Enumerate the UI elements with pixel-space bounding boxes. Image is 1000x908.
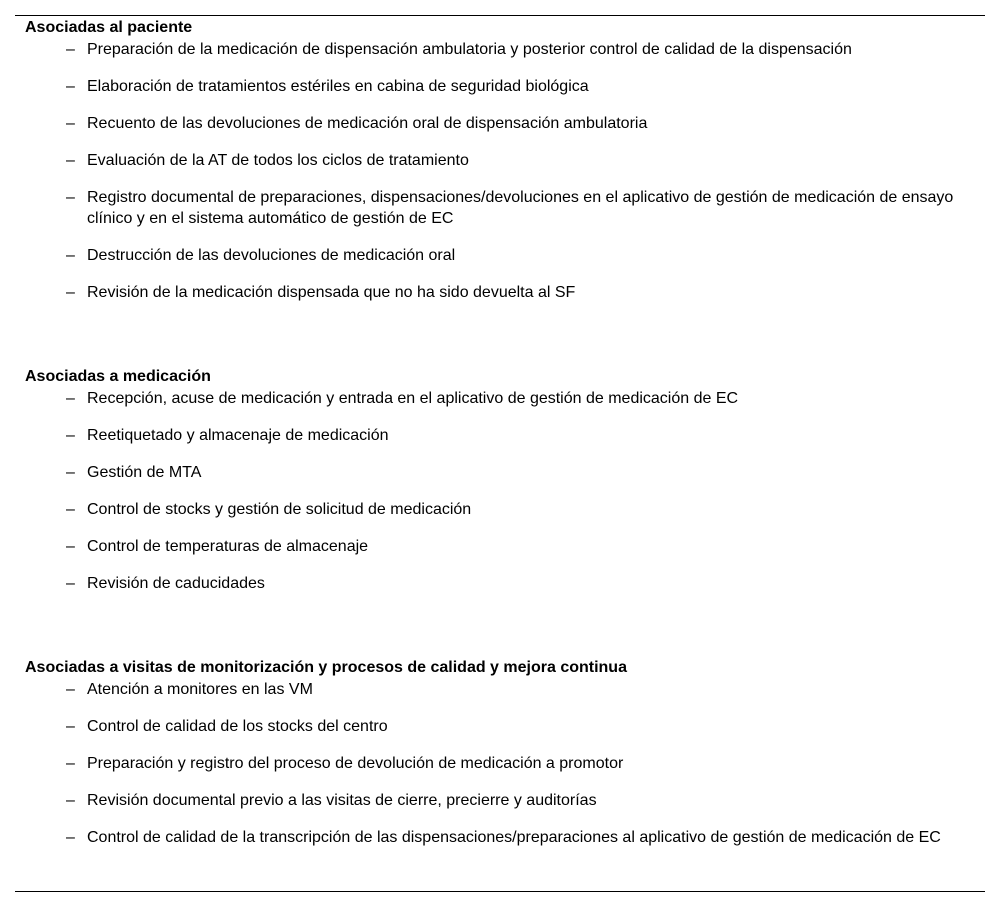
item-text: Control de calidad de la transcripción de las dispensaciones/preparaciones al aplicativo de gestión de medicación de EC bbox=[87, 829, 941, 846]
section-monitoring-quality bbox=[25, 657, 975, 848]
item-text: Recuento de las devoluciones de medicación oral de dispensación ambulatoria bbox=[87, 115, 648, 132]
list-item bbox=[25, 245, 975, 266]
item-text: Preparación de la medicación de dispensación ambulatoria y posterior control de calidad de la dispensación bbox=[87, 41, 852, 58]
item-text: Atención a monitores en las VM bbox=[87, 681, 313, 698]
item-text: Preparación y registro del proceso de devolución de medicación a promotor bbox=[87, 755, 624, 772]
dash-bullet: – bbox=[66, 718, 75, 735]
dash-bullet: – bbox=[66, 152, 75, 169]
item-text: Revisión de caducidades bbox=[87, 575, 265, 592]
section-medication bbox=[25, 366, 975, 594]
item-text: Revisión de la medicación dispensada que no ha sido devuelta al SF bbox=[87, 284, 576, 301]
item-text: Control de temperaturas de almacenaje bbox=[87, 538, 369, 555]
dash-bullet: – bbox=[66, 427, 75, 444]
dash-bullet: – bbox=[66, 464, 75, 481]
dash-bullet: – bbox=[66, 247, 75, 264]
list-item bbox=[25, 790, 975, 811]
item-list bbox=[25, 679, 975, 848]
list-item bbox=[25, 753, 975, 774]
list-item bbox=[25, 425, 975, 446]
item-text: Evaluación de la AT de todos los ciclos de tratamiento bbox=[87, 152, 469, 169]
list-item bbox=[25, 282, 975, 303]
list-item bbox=[25, 150, 975, 171]
top-rule bbox=[15, 15, 985, 16]
dash-bullet: – bbox=[66, 78, 75, 95]
list-item bbox=[25, 462, 975, 483]
dash-bullet: – bbox=[66, 189, 75, 206]
dash-bullet: – bbox=[66, 829, 75, 846]
item-text: Control de calidad de los stocks del centro bbox=[87, 718, 388, 735]
item-text: Control de stocks y gestión de solicitud de medicación bbox=[87, 501, 472, 518]
dash-bullet: – bbox=[66, 755, 75, 772]
item-text: Gestión de MTA bbox=[87, 464, 202, 481]
section-title: Asociadas a visitas de monitorización y procesos de calidad y mejora continua bbox=[25, 659, 627, 676]
item-text: Registro documental de preparaciones, dispensaciones/devoluciones en el aplicativo de gestión de medicación de ensayo clínico y en el sistema automático de gestión de EC bbox=[87, 189, 954, 227]
list-item bbox=[25, 573, 975, 594]
list-item bbox=[25, 187, 975, 229]
item-list bbox=[25, 39, 975, 303]
item-list bbox=[25, 388, 975, 594]
item-text: Revisión documental previo a las visitas de cierre, precierre y auditorías bbox=[87, 792, 597, 809]
dash-bullet: – bbox=[66, 792, 75, 809]
bottom-rule bbox=[15, 891, 985, 892]
item-text: Reetiquetado y almacenaje de medicación bbox=[87, 427, 389, 444]
list-item bbox=[25, 536, 975, 557]
list-item bbox=[25, 716, 975, 737]
item-text: Recepción, acuse de medicación y entrada en el aplicativo de gestión de medicación de EC bbox=[87, 390, 739, 407]
section-patient bbox=[25, 17, 975, 303]
dash-bullet: – bbox=[66, 538, 75, 555]
section-title: Asociadas al paciente bbox=[25, 19, 193, 36]
dash-bullet: – bbox=[66, 575, 75, 592]
list-item bbox=[25, 39, 975, 60]
dash-bullet: – bbox=[66, 501, 75, 518]
item-text: Destrucción de las devoluciones de medicación oral bbox=[87, 247, 456, 264]
list-item bbox=[25, 827, 975, 848]
dash-bullet: – bbox=[66, 681, 75, 698]
dash-bullet: – bbox=[66, 284, 75, 301]
item-text: Elaboración de tratamientos estériles en cabina de seguridad biológica bbox=[87, 78, 589, 95]
list-item bbox=[25, 388, 975, 409]
dash-bullet: – bbox=[66, 390, 75, 407]
list-item bbox=[25, 679, 975, 700]
section-title: Asociadas a medicación bbox=[25, 368, 211, 385]
list-item bbox=[25, 76, 975, 97]
dash-bullet: – bbox=[66, 41, 75, 58]
list-item bbox=[25, 499, 975, 520]
list-item bbox=[25, 113, 975, 134]
dash-bullet: – bbox=[66, 115, 75, 132]
